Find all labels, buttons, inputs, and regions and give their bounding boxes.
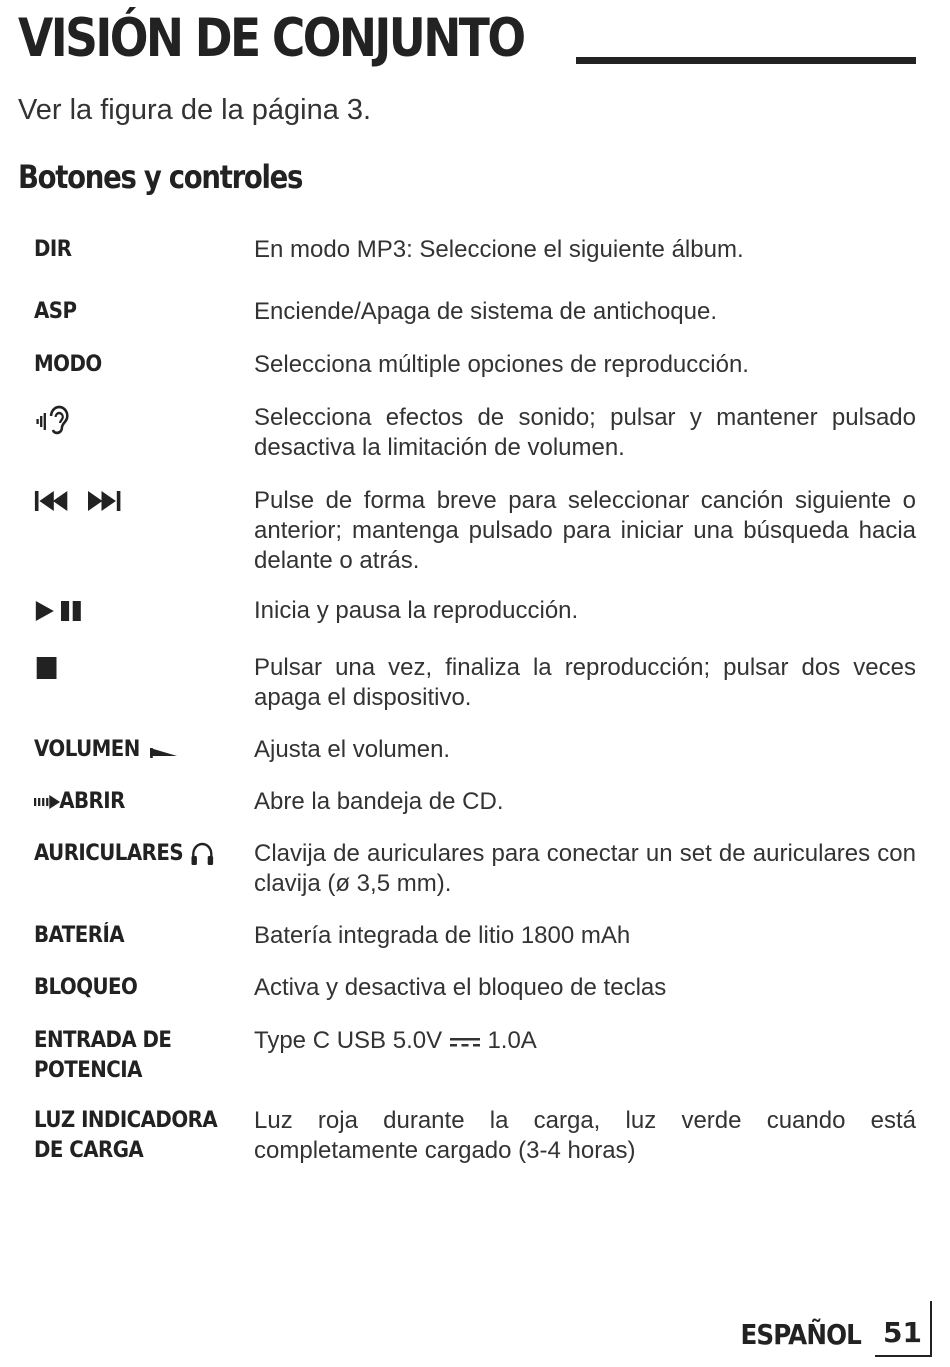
control-description: Activa y desactiva el bloqueo de teclas	[254, 974, 667, 1001]
page-footer	[724, 1301, 932, 1357]
control-key-label: VOLUMEN	[34, 737, 140, 762]
control-description: En modo MP3: Seleccione el siguiente álbum.	[254, 236, 744, 263]
figure-reference: Ver la figura de la página 3.	[18, 94, 372, 126]
control-description: Ajusta el volumen.	[254, 736, 451, 763]
control-key	[34, 403, 223, 439]
dc-current-icon	[449, 1034, 481, 1050]
volume-wedge-icon	[146, 740, 178, 760]
control-key-label: ABRIR	[59, 789, 125, 814]
control-description	[254, 1026, 916, 1056]
control-description: Luz roja durante la carga, luz verde cuando está completamente cargado (3-4 horas)	[254, 1107, 916, 1164]
play-pause-icon	[34, 598, 90, 624]
control-description: Selecciona múltiple opciones de reproducción.	[254, 351, 749, 378]
open-arrow-icon	[34, 792, 61, 812]
footer-language: ESPAÑOL	[740, 1318, 862, 1351]
control-description: Pulse de forma breve para seleccionar canción siguiente o anterior; mantenga pulsado para iniciar una búsqueda hacia delante o atrás.	[254, 487, 916, 574]
page-number: 51	[875, 1316, 932, 1357]
sound-effect-ear-icon	[34, 403, 70, 439]
control-description: Clavija de auriculares para conectar un set de auriculares con clavija (ø 3,5 mm).	[254, 840, 916, 897]
control-key-line: DE CARGA	[34, 1138, 144, 1163]
control-key	[34, 1026, 223, 1086]
control-key	[34, 486, 223, 516]
control-description: Pulsar una vez, finaliza la reproducción; pulsar dos veces apaga el dispositivo.	[254, 654, 916, 711]
control-key: MODO	[34, 352, 102, 377]
page-title: VISIÓN DE CONJUNTO	[18, 8, 524, 69]
control-key: BATERÍA	[34, 923, 125, 948]
power-spec-voltage: Type C USB 5.0V	[254, 1027, 443, 1054]
stop-icon	[34, 655, 61, 681]
control-description: Abre la bandeja de CD.	[254, 788, 504, 815]
headphones-icon	[189, 841, 214, 867]
control-key	[34, 653, 223, 683]
skip-previous-next-icon	[34, 488, 131, 514]
power-spec-current: 1.0A	[487, 1027, 537, 1054]
control-key: DIR	[34, 237, 72, 262]
control-description: Enciende/Apaga de sistema de antichoque.	[254, 298, 717, 325]
control-key	[34, 839, 223, 869]
control-key	[34, 787, 223, 817]
title-underline	[576, 57, 916, 64]
control-key: BLOQUEO	[34, 975, 138, 1000]
control-description: Batería integrada de litio 1800 mAh	[254, 922, 631, 949]
control-key-line: LUZ INDICADORA	[34, 1108, 218, 1133]
control-description: Inicia y pausa la reproducción.	[254, 597, 579, 624]
control-key	[34, 596, 223, 626]
control-key: ASP	[34, 299, 77, 324]
control-key-line: ENTRADA DE	[34, 1028, 172, 1053]
section-heading: Botones y controles	[18, 158, 303, 196]
control-key	[34, 1106, 223, 1166]
title-row	[18, 8, 916, 70]
control-description: Selecciona efectos de sonido; pulsar y mantener pulsado desactiva la limitación de volumen.	[254, 404, 916, 461]
control-key-line: POTENCIA	[34, 1058, 142, 1083]
control-key-label: AURICULARES	[34, 841, 184, 866]
control-key	[34, 735, 223, 765]
